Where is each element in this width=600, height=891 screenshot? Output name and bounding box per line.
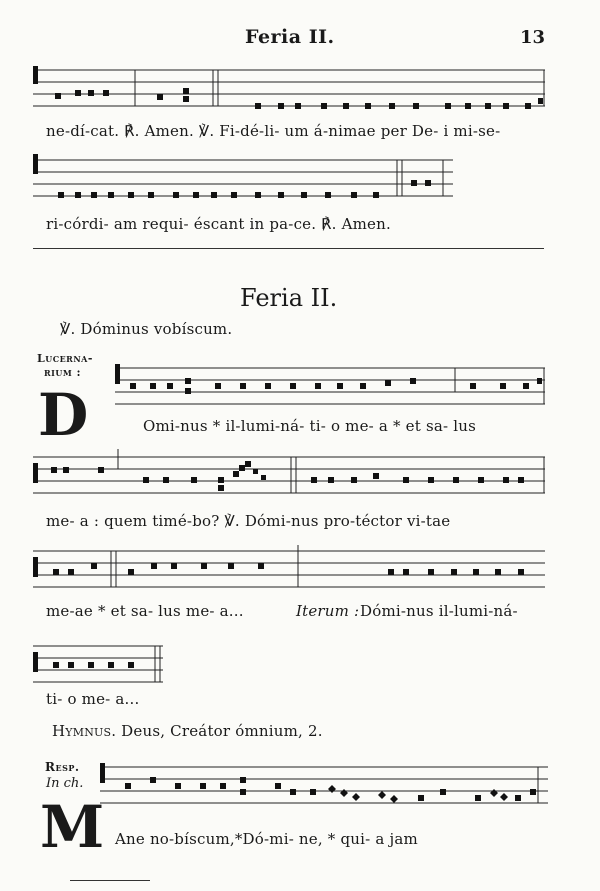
chant-staff (33, 62, 553, 112)
lyric-line: me- a : quem timé-bo? ℣. Dómi-nus pro-téctor vi-tae (46, 512, 451, 530)
initial-letter: M (40, 793, 105, 861)
lyric-line: ri-córdi- am requi- éscant in pa-ce. ℟. Amen. (46, 215, 391, 233)
chant-staff (33, 150, 553, 205)
chant-staff (33, 640, 173, 690)
resp-mode: In ch. (46, 776, 84, 791)
running-title: Feria II. (245, 26, 335, 48)
section-title: Feria II. (240, 284, 338, 312)
initial-letter: D (38, 381, 89, 449)
chant-staff (100, 755, 560, 815)
hymnus-text: Deus, Creátor ómnium, 2. (116, 722, 323, 740)
page-number: 13 (520, 27, 546, 48)
lyric-part: Iterum : (296, 602, 360, 620)
footer-rule (70, 880, 150, 881)
lucernarium-label: rium : (44, 366, 82, 379)
lyric-line: ti- o me- a... (46, 690, 140, 708)
hymnus-line (52, 722, 323, 740)
lyric-line: Omi-nus * il-lumi-ná- ti- o me- a * et sa- lus (143, 417, 476, 435)
lyric-part: me-ae * et sa- lus me- a... (46, 602, 244, 620)
lyric-part: Dómi-nus il-lumi-ná- (360, 602, 518, 620)
chant-staff (33, 447, 553, 502)
lyric-line: ne-dí-cat. ℟. Amen. ℣. Fi-dé-li- um á-nimae per De- i mi-se- (46, 122, 501, 140)
section-divider (33, 248, 544, 249)
lyric-line: Ane no-bíscum,*Dó-mi- ne, * qui- a jam (115, 830, 418, 848)
hymnus-label: Hymnus. (52, 722, 117, 740)
chant-staff (115, 360, 555, 410)
resp-label: Resp. (45, 760, 80, 774)
chant-staff (33, 545, 553, 595)
versicle: ℣. Dóminus vobíscum. (60, 320, 233, 338)
lucernarium-label: Lucerna- (37, 352, 93, 365)
